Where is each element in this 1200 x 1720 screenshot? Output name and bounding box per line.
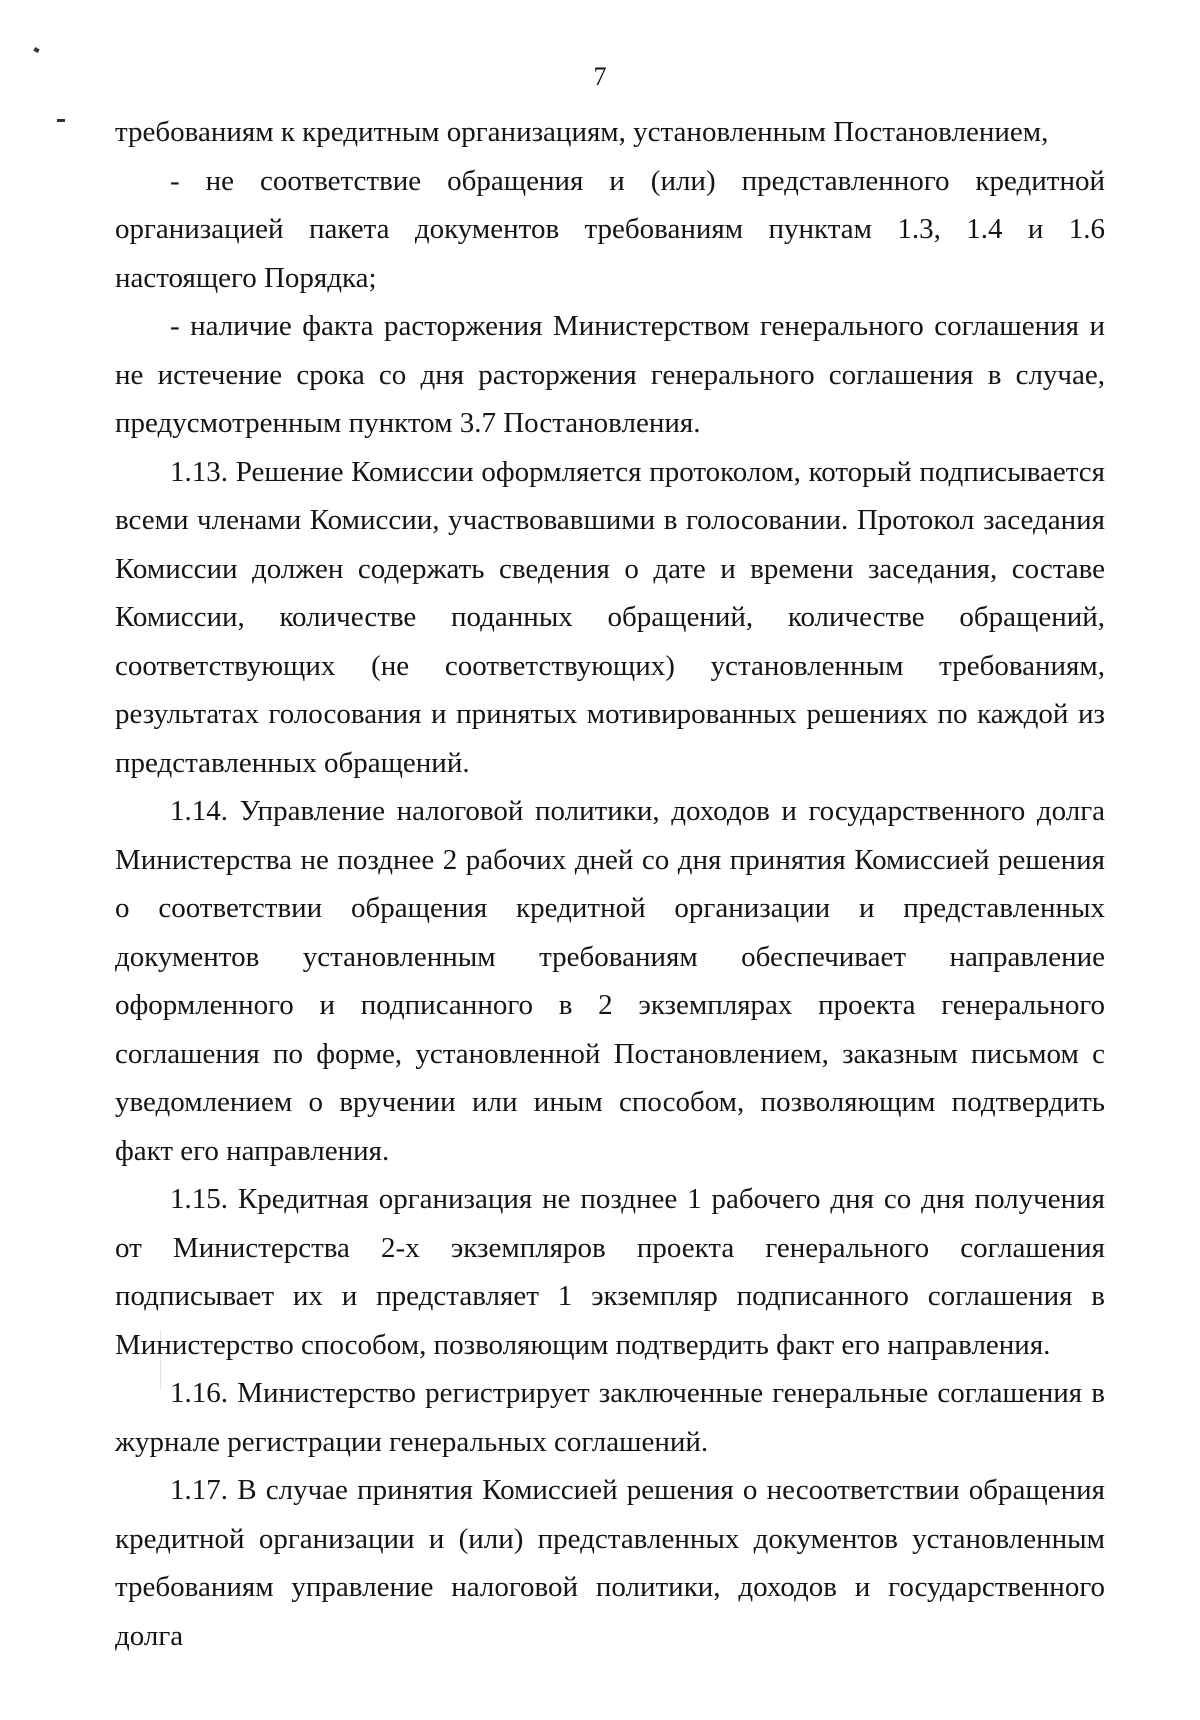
clause-1-15: 1.15. Кредитная организация не позднее 1 рабочего дня со дня получения от Министерства 2-х экземпляров проекта генерального соглашения подписывает их и представляет 1 экземпляр подписанного соглашения в Министерство способом, позволяющим подтвердить факт его направления. (115, 1183, 1105, 1361)
paragraph-continuation: требованиям к кредитным организациям, установленным Постановлением, (115, 116, 1049, 148)
scan-speck (33, 47, 39, 53)
clause-1-17: 1.17. В случае принятия Комиссией решения о несоответствии обращения кредитной организации и (или) представленных документов установленным требованиям управление налоговой политики, доходов и государственного долга (115, 1474, 1105, 1652)
clause-1-16: 1.16. Министерство регистрирует заключенные генеральные соглашения в журнале регистрации генеральных соглашений. (115, 1377, 1105, 1458)
clause-1-13: 1.13. Решение Комиссии оформляется протоколом, который подписывается всеми членами Комиссии, участвовавшими в голосовании. Протокол заседания Комиссии должен содержать сведения о дате и времени заседания, составе Комиссии, количестве поданных обращений, количестве обращений, соответствующих (не соответствующих) установленным требованиям, результатах голосования и принятых мотивированных решениях по каждой из представленных обращений. (115, 455, 1105, 779)
scan-speck (57, 119, 65, 122)
clause-1-14: 1.14. Управление налоговой политики, доходов и государственного долга Министерства не позднее 2 рабочих дней со дня принятия Комиссией решения о соответствии обращения кредитной организации и представленных документов установленным требованиям обеспечивает направление оформленного и подписанного в 2 экземплярах проекта генерального соглашения по форме, установленной Постановлением, заказным письмом с уведомлением о вручении или иным способом, позволяющим подтвердить факт его направления. (115, 795, 1105, 1167)
list-item-noncompliance: - не соответствие обращения и (или) представленного кредитной организацией пакета документов требованиям пунктам 1.3, 1.4 и 1.6 настоящего Порядка; (115, 164, 1105, 294)
document-body (115, 108, 1105, 1660)
list-item-termination: - наличие факта расторжения Министерством генерального соглашения и не истечение срока со дня расторжения генерального соглашения в случае, предусмотренным пунктом 3.7 Постановления. (115, 310, 1105, 439)
page-number: 7 (593, 62, 607, 91)
